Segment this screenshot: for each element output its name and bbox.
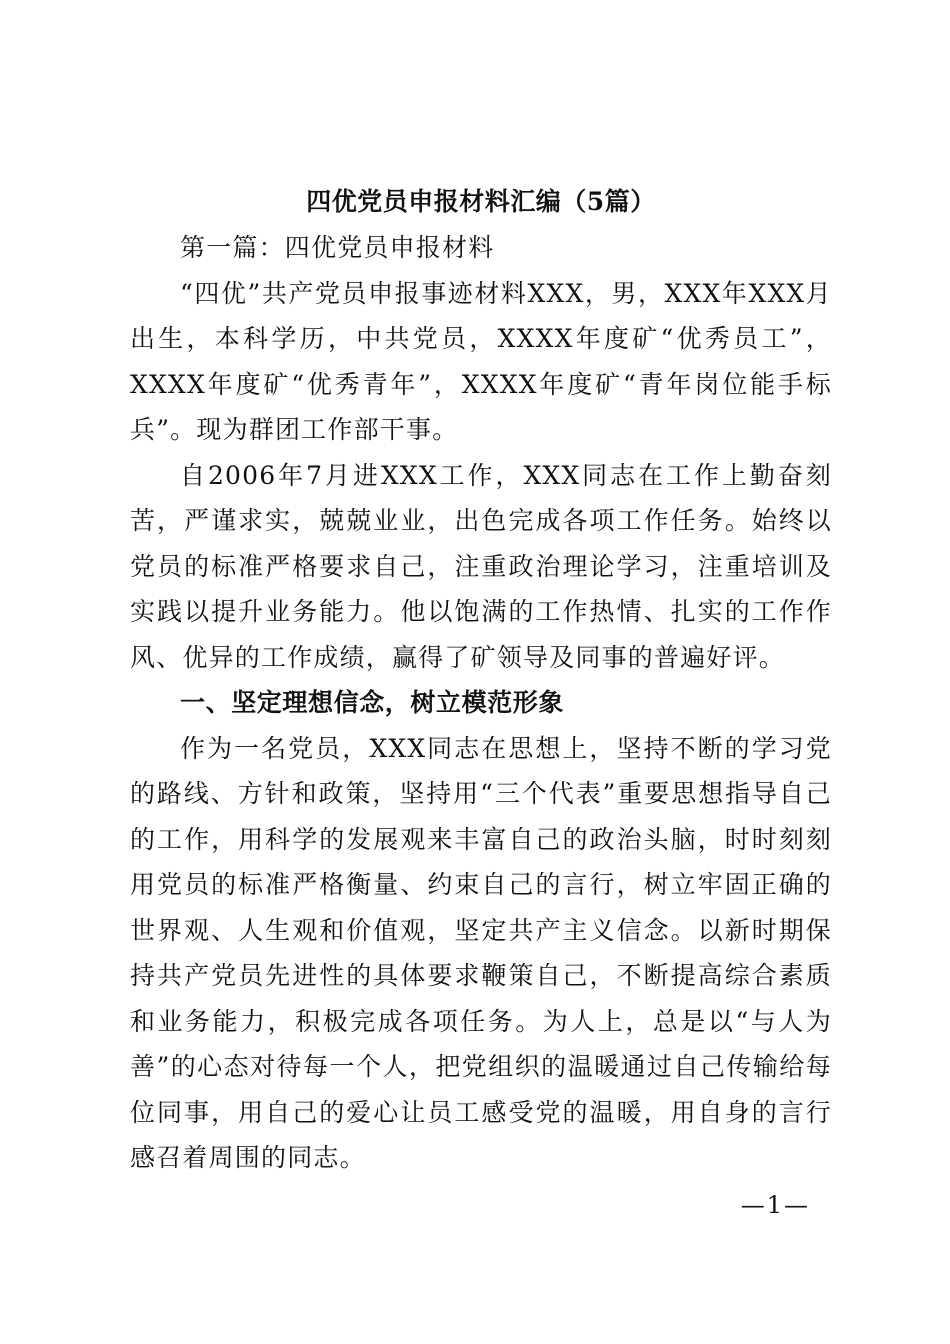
section-heading: 一、坚定理想信念，树立模范形象 xyxy=(180,688,565,717)
document-title: 四优党员申报材料汇编（5篇） xyxy=(306,187,656,216)
document-body xyxy=(130,225,832,1181)
paragraph-intro: “四优”共产党员申报事迹材料XXX，男，XXX年XXX月出生，本科学历，中共党员，XXXX年度矿“优秀员工”，XXXX年度矿“优秀青年”，XXXX年度矿“青年岗位能手标兵”。现为群团工作部干事。 xyxy=(130,278,832,444)
section-subtitle: 第一篇：四优党员申报材料 xyxy=(180,233,495,262)
paragraph-work: 自2006年7月进XXX工作，XXX同志在工作上勤奋刻苦，严谨求实，兢兢业业，出色完成各项工作任务。始终以党员的标准严格要求自己，注重政治理论学习，注重培训及实践以提升业务能力。他以饱满的工作热情、扎实的工作作风、优异的工作成绩，赢得了矿领导及同事的普遍好评。 xyxy=(130,460,832,672)
paragraph-ideals: 作为一名党员，XXX同志在思想上，坚持不断的学习党的路线、方针和政策，坚持用“三个代表”重要思想指导自己的工作，用科学的发展观来丰富自己的政治头脑，时时刻刻用党员的标准严格衡量、约束自己的言行，树立牢固正确的世界观、人生观和价值观，坚定共产主义信念。以新时期保持共产党员先进性的具体要求鞭策自己，不断提高综合素质和业务能力，积极完成各项任务。为人上，总是以“与人为善”的心态对待每一个人，把党组织的温暖通过自己传输给每位同事，用自己的爱心让员工感受党的温暖，用自身的言行感召着周围的同志。 xyxy=(130,733,832,1172)
page-number: —1— xyxy=(740,1191,810,1219)
